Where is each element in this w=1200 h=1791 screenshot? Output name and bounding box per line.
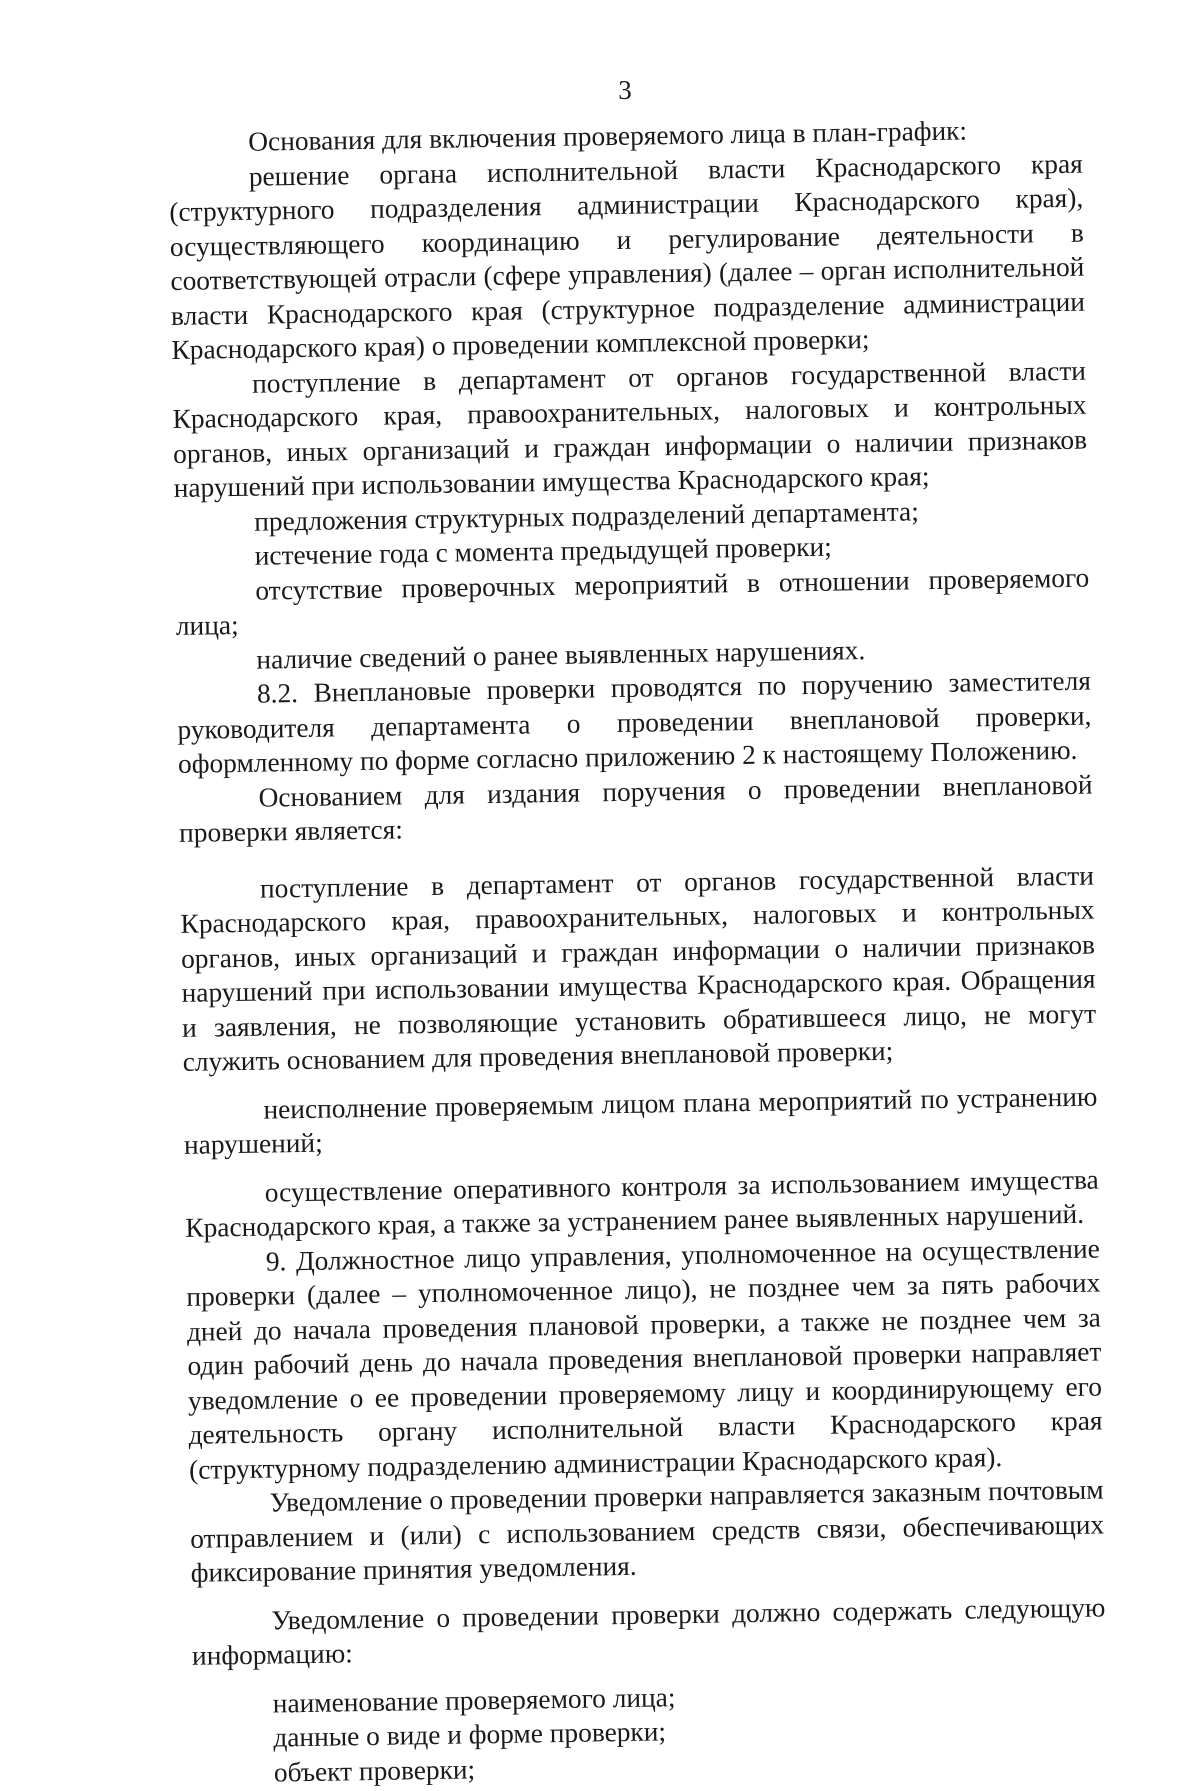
paragraph-unscheduled-plan-failure: неисполнение проверяемым лицом плана мероприятий по устранению нарушений; (183, 1081, 1098, 1160)
paragraph-grounds-decision: решение органа исполнительной власти Краснодарского края (структурного подразделения администрации Краснодарского края), осуществляющего координацию и регулирование деятельности в соответствующей отрасли (сфере управления) (далее – орган исполнительной власти Краснодарского края (структурное подразделение администрации Краснодарского края) о проведении комплексной проверки; (169, 148, 1086, 365)
paragraph-unscheduled-information: поступление в департамент от органов государственной власти Краснодарского края, правоохранительных, налоговых и контрольных органов, иных организаций и граждан информации о наличии признаков нарушений при использовании имущества Краснодарского края. Обращения и заявления, не позволяющие установить обратившееся лицо, не могут служить основанием для проведения внеплановой проверки; (180, 860, 1097, 1077)
paragraph-unscheduled-operational-control: осуществление оперативного контроля за использованием имущества Краснодарского края, а также за устранением ранее выявленных нарушений. (185, 1164, 1099, 1243)
paragraph-grounds-proposals: предложения структурных подразделений департамента; (253, 495, 920, 537)
document-body (168, 112, 1108, 1791)
list-item-inspection-object: объект проверки; (273, 1753, 476, 1788)
list-item-inspected-name: наименование проверяемого лица; (272, 1681, 676, 1719)
paragraph-9-notification: 9. Должностное лицо управления, уполномоченное на осуществление проверки (далее – уполномоченное лицо), не позднее чем за пять рабочих дней до начала проведения плановой проверки, а также не позднее чем за один рабочий день до начала проведения внеплановой проверки направляет уведомление о ее проведении проверяемому лицу и координирующему его деятельность органу исполнительной власти Краснодарского края (структурному подразделению администрации Краснодарского края). (186, 1233, 1103, 1485)
page-number: 3 (618, 75, 632, 105)
paragraph-notification-content: Уведомление о проведении проверки должно содержать следующую информацию: (191, 1591, 1106, 1671)
paragraph-grounds-information: поступление в департамент от органов государственной власти Краснодарского края, правоохранительных, налоговых и контрольных органов, иных организаций и граждан информации о наличии признаков нарушений при использовании имущества Краснодарского края; (172, 355, 1088, 503)
paragraph-unscheduled-grounds-heading: Основанием для издания поручения о проведении внеплановой проверки является: (178, 769, 1093, 848)
paragraph-grounds-no-inspections: отсутствие проверочных мероприятий в отношении проверяемого лица; (175, 562, 1090, 641)
paragraph-8-2-unscheduled: 8.2. Внеплановые проверки проводятся по поручению заместителя руководителя департамента о проведении внеплановой проверки, оформленному по форме согласно приложению 2 к настоящему Положению. (177, 665, 1092, 779)
list-item-inspection-type: данные о виде и форме проверки; (273, 1716, 667, 1753)
paragraph-notification-delivery: Уведомление о проведении проверки направляется заказным почтовым отправлением и (или) с использованием средств связи, обеспечивающих фиксирование принятия уведомления. (189, 1474, 1105, 1588)
paragraph-grounds-violations: наличие сведений о ранее выявленных нарушениях. (256, 634, 866, 675)
paragraph-grounds-heading: Основания для включения проверяемого лица в план-график: (248, 115, 968, 157)
paragraph-grounds-year-expired: истечение года с момента предыдущей проверки; (254, 531, 832, 571)
